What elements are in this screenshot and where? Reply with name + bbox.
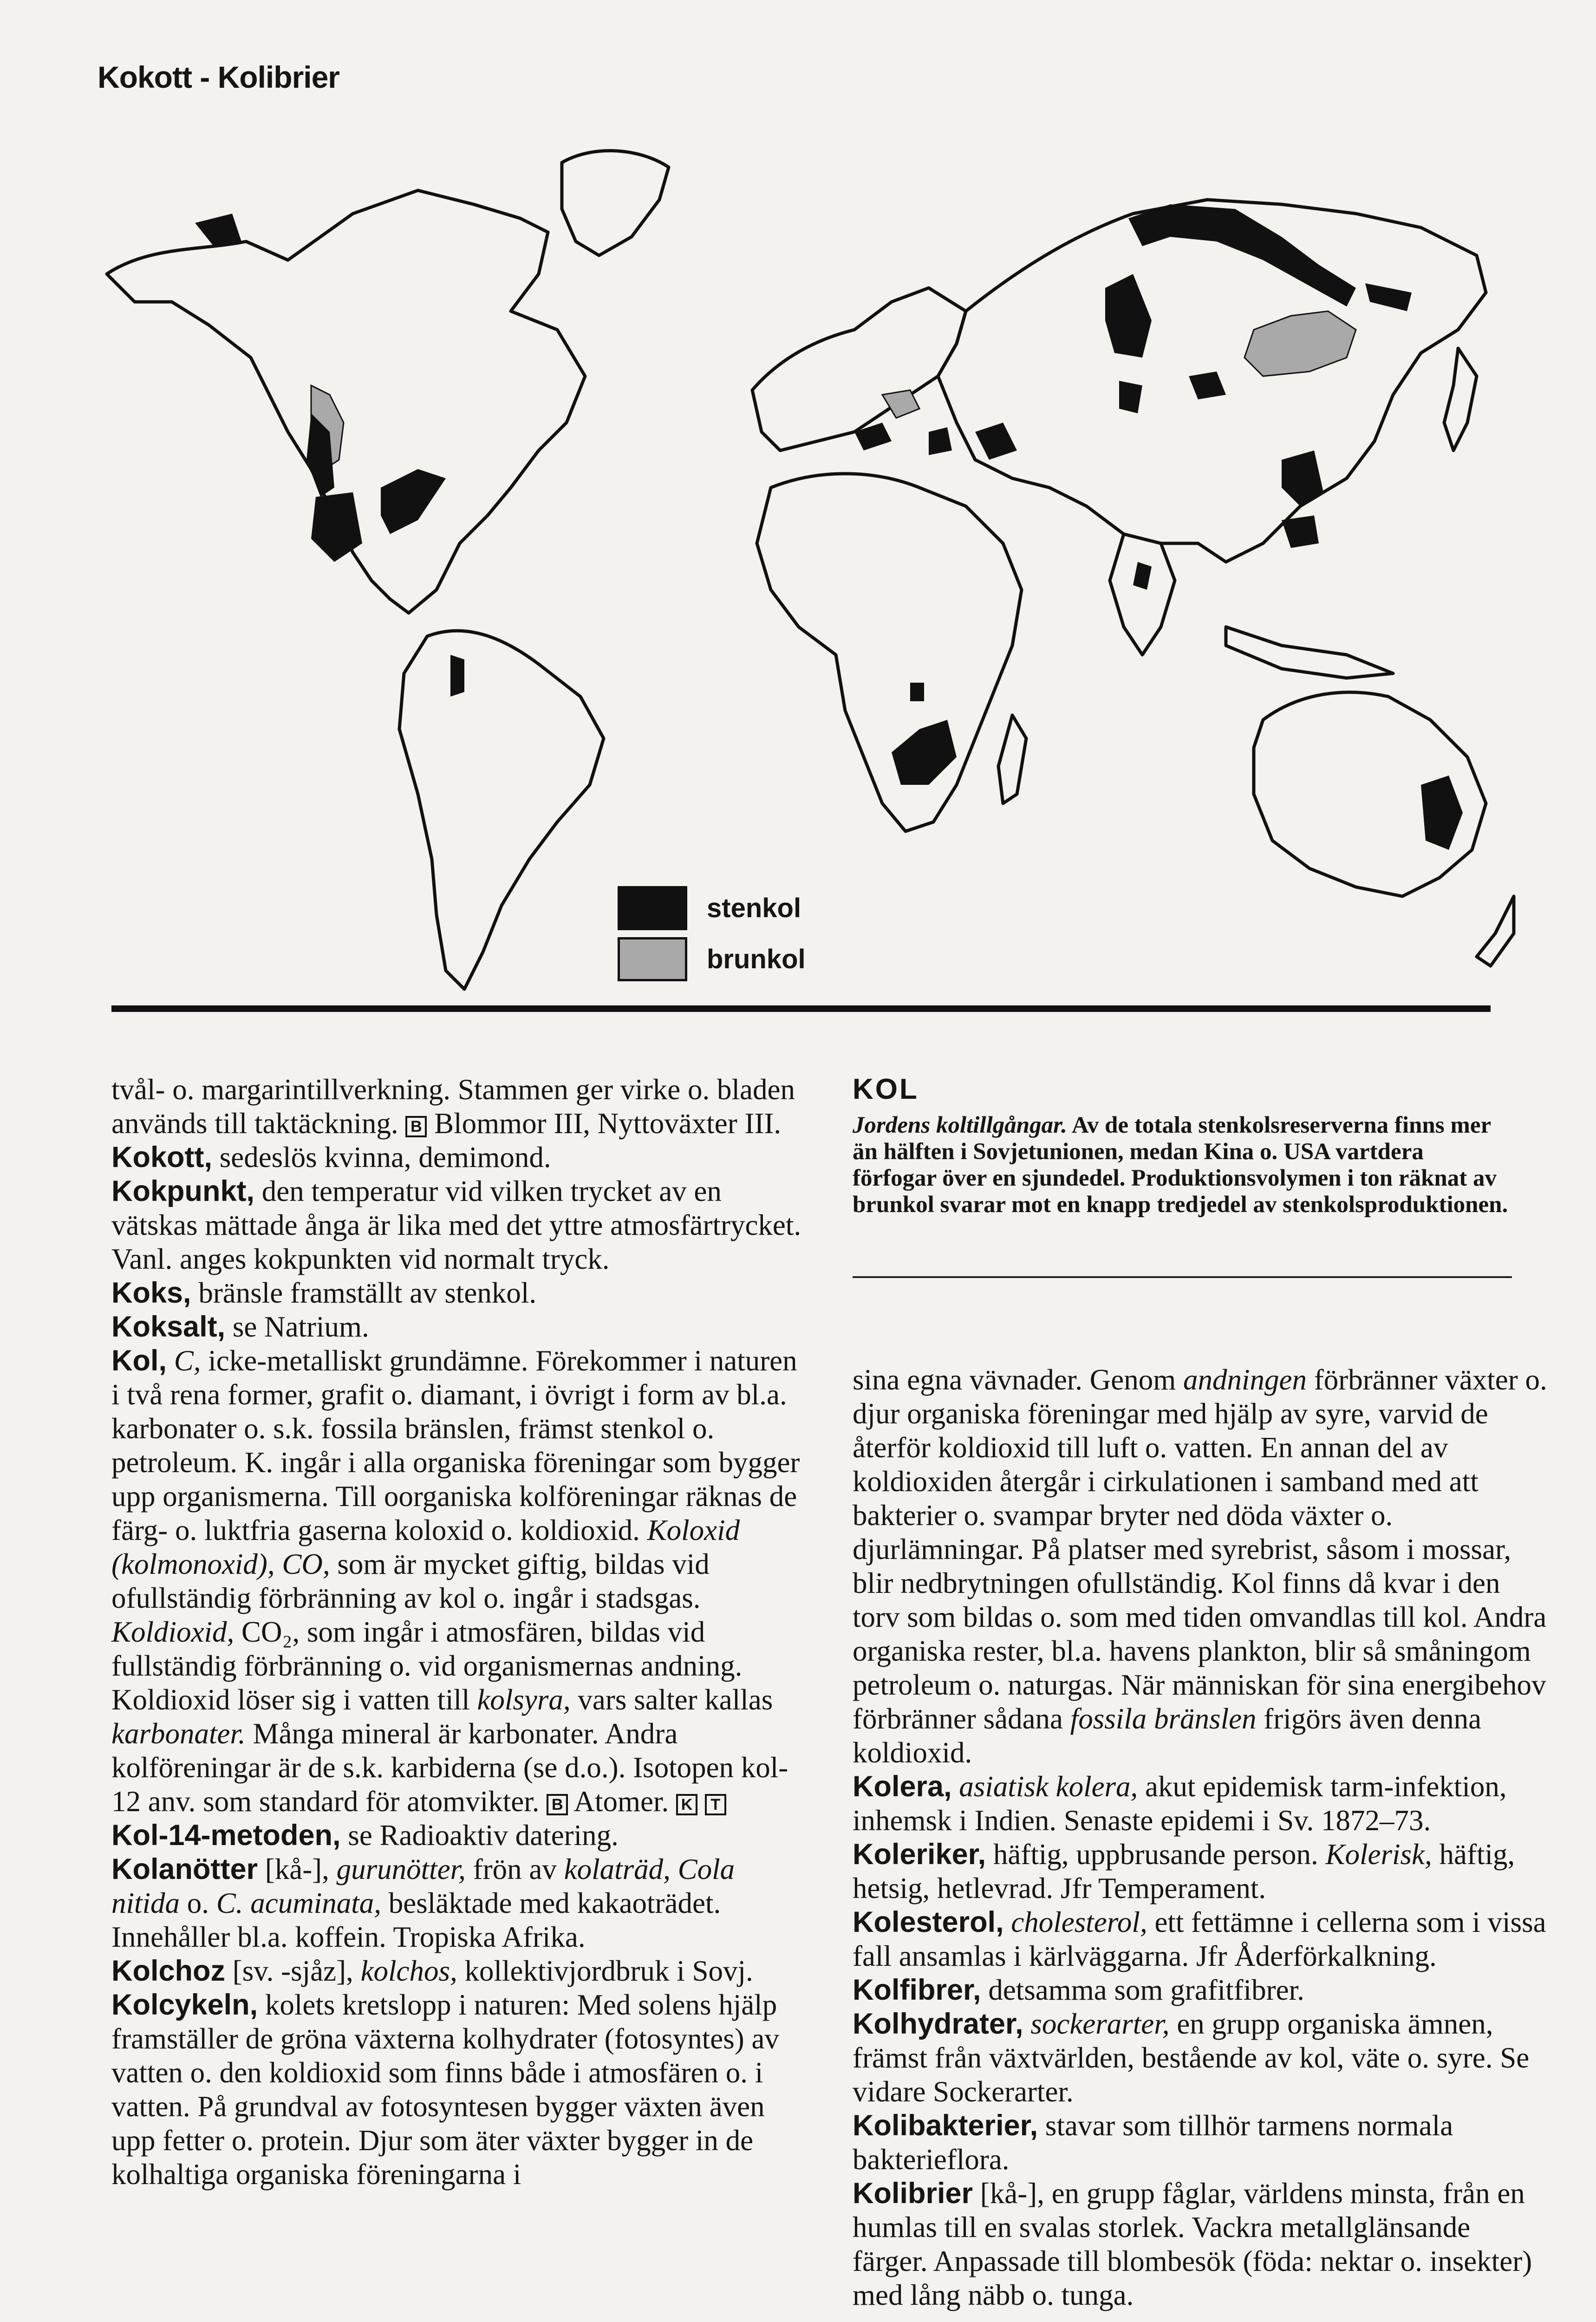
coal-area-africa-south <box>892 720 957 785</box>
text: kolchos, <box>360 1955 457 1987</box>
entry-kol-14 <box>111 1819 808 1852</box>
lignite-area-russia <box>1244 311 1356 376</box>
text: C. acuminata, <box>216 1887 382 1919</box>
headword: Kol, <box>111 1344 167 1377</box>
text: bränsle framställt av stenkol. <box>198 1277 537 1309</box>
ref-k-icon: K <box>676 1794 697 1815</box>
headword: Kolibrier <box>853 2177 973 2210</box>
text: förbränner växter o. djur organiska föreningar med hjälp av syre, varvid de återför koldioxid till luft o. vatten. En annan del av koldioxiden återgår i cirkulationen i samband med att bakterier o. svampar bryter ned döda växter o. djurlämningar. På platser med syrebrist, såsom i mossar, blir nedbrytningen ofullständig. Kol finns då kvar i den torv som bildas o. som med tiden omvandlas till kol. Andra organiska rester, bl.a. havens plankton, blir så småningom petroleum o. naturgas. När människan för sina energibehov förbränner sådana <box>853 1363 1547 1735</box>
legend-swatch-coal <box>618 886 687 930</box>
entry-kolera <box>853 1770 1549 1838</box>
text: cholesterol, <box>1011 1906 1147 1938</box>
headword: Koksalt, <box>111 1311 226 1343</box>
text: sockerarter, <box>1030 2008 1170 2040</box>
entry-kolfibrer <box>853 1973 1549 2007</box>
text: detsamma som grafitfibrer. <box>988 1974 1304 2006</box>
text: en grupp fåglar, världens minsta, från en humlas till en svalas storlek. Vackra metallglänsande färger. Anpassade till blombesök (föda: nektar o. insekter) med lång näbb o. tunga. <box>853 2177 1532 2311</box>
text: o. <box>187 1887 209 1919</box>
text: Kolerisk, <box>1325 1838 1432 1871</box>
lignite-area-europe <box>882 390 919 418</box>
text: karbonater. <box>111 1717 246 1750</box>
entry-koks <box>111 1276 808 1310</box>
entry-kolesterol <box>853 1905 1549 1973</box>
entry-kolibakterier <box>853 2109 1549 2177</box>
entry-kol <box>111 1344 808 1819</box>
coal-area-china-south <box>1282 515 1319 548</box>
entry-kolhydrater <box>853 2007 1549 2109</box>
text: gurunötter, <box>336 1853 466 1885</box>
text: se Radioaktiv datering. <box>348 1819 619 1852</box>
entry-kolibrier <box>853 2177 1549 2312</box>
africa-outline <box>757 474 1022 831</box>
text: Av de totala stenkolsreserverna finns mer än hälften i Sovjetunionen, medan Kina o. USA vartdera förfogar över en sjundedel. Produktionsvolymen i ton räknat av brunkol svarar mot en knapp tredjedel av stenkolsproduktionen. <box>853 1112 1508 1218</box>
map-legend <box>618 882 806 985</box>
legend-row-lignite <box>618 933 806 985</box>
coal-area-na-east <box>381 469 446 534</box>
right-column <box>853 1363 1549 2312</box>
coal-area-kazakhstan <box>1119 381 1142 413</box>
text: tvål- o. margarintillverkning. Stammen ger virke o. bladen används till taktäckning. <box>111 1073 795 1140</box>
india-outline <box>1110 534 1175 655</box>
entry-kokott <box>111 1141 808 1174</box>
text: kolaträd, Cola nitida <box>111 1853 735 1919</box>
coal-area-australia <box>1421 776 1463 850</box>
text: häftig, uppbrusande person. <box>993 1838 1318 1871</box>
entry-koleriker <box>853 1838 1549 1905</box>
text: akut epidemisk tarm-infektion, inhemsk i Indien. Senaste epidemi i Sv. 1872–73. <box>853 1770 1507 1837</box>
text: Koloxid (kolmonoxid), CO, <box>111 1514 740 1580</box>
headword: Kolibakterier, <box>853 2109 1038 2142</box>
left-column <box>111 1073 808 2192</box>
text: kolets kretslopp i naturen: Med solens hjälp framställer de gröna växterna kolhydrater (fotosyntes) av vatten o. den koldioxid som finns både i atmosfären o. i vatten. På grundval av fotosyntesen bygger växten även upp fetter o. protein. Djur som äter växter bygger in de kolhaltiga organiska föreningarna i <box>111 1989 779 2191</box>
south-america-outline <box>399 631 604 989</box>
entry-kolcykeln <box>111 1988 808 2192</box>
coal-area-siberia <box>1189 372 1226 399</box>
text: en grupp organiska ämnen, främst från växtvärlden, bestående av kol, väte o. syre. Se vidare Sockerarter. <box>853 2008 1530 2108</box>
entry-kolanotter <box>111 1852 808 1954</box>
text: se Natrium. <box>232 1311 369 1343</box>
entry-kokospalm-tail <box>111 1073 808 1141</box>
text: frigörs även denna koldioxid. <box>853 1702 1482 1769</box>
text: icke-metalliskt grundämne. Förekommer i naturen i två rena former, grafit o. diamant, i övrigt i form av bl.a. karbonater o. s.k. fossila bränslen, främst stenkol o. petroleum. K. ingår i alla organiska föreningar som bygger upp organismerna. Till oorganiska kolföreningar räknas de färg- o. luktfria gaserna koloxid o. koldioxid. <box>111 1344 800 1546</box>
coal-area-africa-central <box>910 683 924 701</box>
coal-area-south-america <box>450 655 464 697</box>
text: [sv. -sjåz], <box>232 1955 353 1987</box>
coal-area-europe-2 <box>929 427 952 455</box>
coal-area-india <box>1133 562 1152 590</box>
text: andningen <box>1183 1363 1307 1396</box>
text: Jordens koltillgångar. <box>853 1112 1067 1138</box>
text: sedeslös kvinna, demimond. <box>219 1141 551 1174</box>
text: Koldioxid, <box>111 1616 235 1648</box>
text: kollektivjordbruk i Sovj. <box>464 1955 753 1987</box>
coal-area-russia-north <box>1128 204 1356 307</box>
entry-kolcykeln-cont <box>853 1363 1549 1770</box>
box-rule <box>853 1276 1512 1278</box>
text: C, <box>174 1344 201 1377</box>
text: asiatisk kolera, <box>959 1770 1138 1803</box>
entry-kokpunkt <box>111 1174 808 1276</box>
madagascar-outline <box>998 715 1026 803</box>
text: frön av <box>473 1853 557 1885</box>
box-title: KOL <box>853 1073 919 1105</box>
headword: Kolera, <box>853 1770 952 1803</box>
coal-area-russia-east <box>1365 283 1412 311</box>
text: stavar som tillhör tarmens normala bakterieflora. <box>853 2109 1453 2176</box>
legend-label-coal: stenkol <box>707 893 801 923</box>
ref-b-icon: B <box>547 1794 568 1815</box>
legend-swatch-lignite <box>618 937 687 981</box>
headword: Kolfibrer, <box>853 1974 981 2006</box>
entry-koksalt <box>111 1310 808 1344</box>
ref-b-icon: B <box>405 1116 427 1137</box>
headword: Koks, <box>111 1277 191 1309</box>
text: Atomer. <box>573 1785 669 1818</box>
headword: Kokpunkt, <box>111 1175 254 1207</box>
headword: Kolchoz <box>111 1955 225 1987</box>
text: kolsyra, <box>477 1683 571 1716</box>
coal-area-europe-3 <box>975 423 1017 460</box>
text: CO₂, som ingår i atmosfären, bildas vid fullständig förbränning o. vid organismernas andning. Koldioxid löser sig i vatten till <box>111 1616 743 1716</box>
world-coal-map <box>93 135 1523 998</box>
text: som är mycket giftig, bildas vid ofullständig förbränning av kol o. ingår i stadsgas. <box>111 1548 710 1614</box>
text: besläktade med kakaoträdet. Innehåller bl.a. koffein. Tropiska Afrika. <box>111 1887 721 1953</box>
kol-info-box <box>853 1073 1512 1218</box>
box-text <box>853 1112 1512 1218</box>
text: vars salter kallas <box>578 1683 773 1716</box>
text: Många mineral är karbonater. Andra kolföreningar är de s.k. karbiderna (se d.o.). Isotopen kol-12 anv. som standard för atomvikter. <box>111 1717 788 1818</box>
coal-area-na-central <box>311 492 362 562</box>
text: Blommor III, Nyttoväxter III. <box>434 1107 782 1140</box>
japan-outline <box>1444 348 1477 450</box>
europe-outline <box>752 288 966 450</box>
coal-area-russia-west <box>1105 274 1152 358</box>
page-header: Kokott - Kolibrier <box>98 60 339 94</box>
legend-label-lignite: brunkol <box>707 944 806 974</box>
legend-row-coal <box>618 882 806 933</box>
headword: Kol-14-metoden, <box>111 1819 341 1852</box>
text: ett fettämne i cellerna som i vissa fall ansamlas i kärlväggarna. Jfr Åderförkalkning. <box>853 1906 1546 1972</box>
indonesia-outline <box>1226 627 1393 678</box>
headword: Koleriker, <box>853 1838 986 1871</box>
text: den temperatur vid vilken trycket av en vätskas mättade ånga är lika med det yttre atmosfärtrycket. Vanl. anges kokpunkten vid normalt tryck. <box>111 1175 801 1275</box>
entry-kolchoz <box>111 1954 808 1988</box>
greenland-outline <box>562 151 669 255</box>
headword: Kokott, <box>111 1141 212 1174</box>
headword: Kolesterol, <box>853 1906 1004 1938</box>
text: sina egna vävnader. Genom <box>853 1363 1176 1396</box>
headword: Kolhydrater, <box>853 2008 1023 2040</box>
headword: Kolcykeln, <box>111 1989 258 2021</box>
text: häftig, hetsig, hetlevrad. Jfr Temperament. <box>853 1838 1515 1905</box>
text: fossila bränslen <box>1070 1702 1257 1735</box>
ref-t-icon: T <box>705 1794 726 1815</box>
headword: Kolanötter <box>111 1853 258 1885</box>
new-zealand-outline <box>1477 896 1514 966</box>
horizontal-rule <box>111 1005 1491 1012</box>
text: [kå-], <box>265 1853 329 1885</box>
text: [kå-], <box>980 2177 1044 2210</box>
coal-area-na-north <box>195 214 241 246</box>
